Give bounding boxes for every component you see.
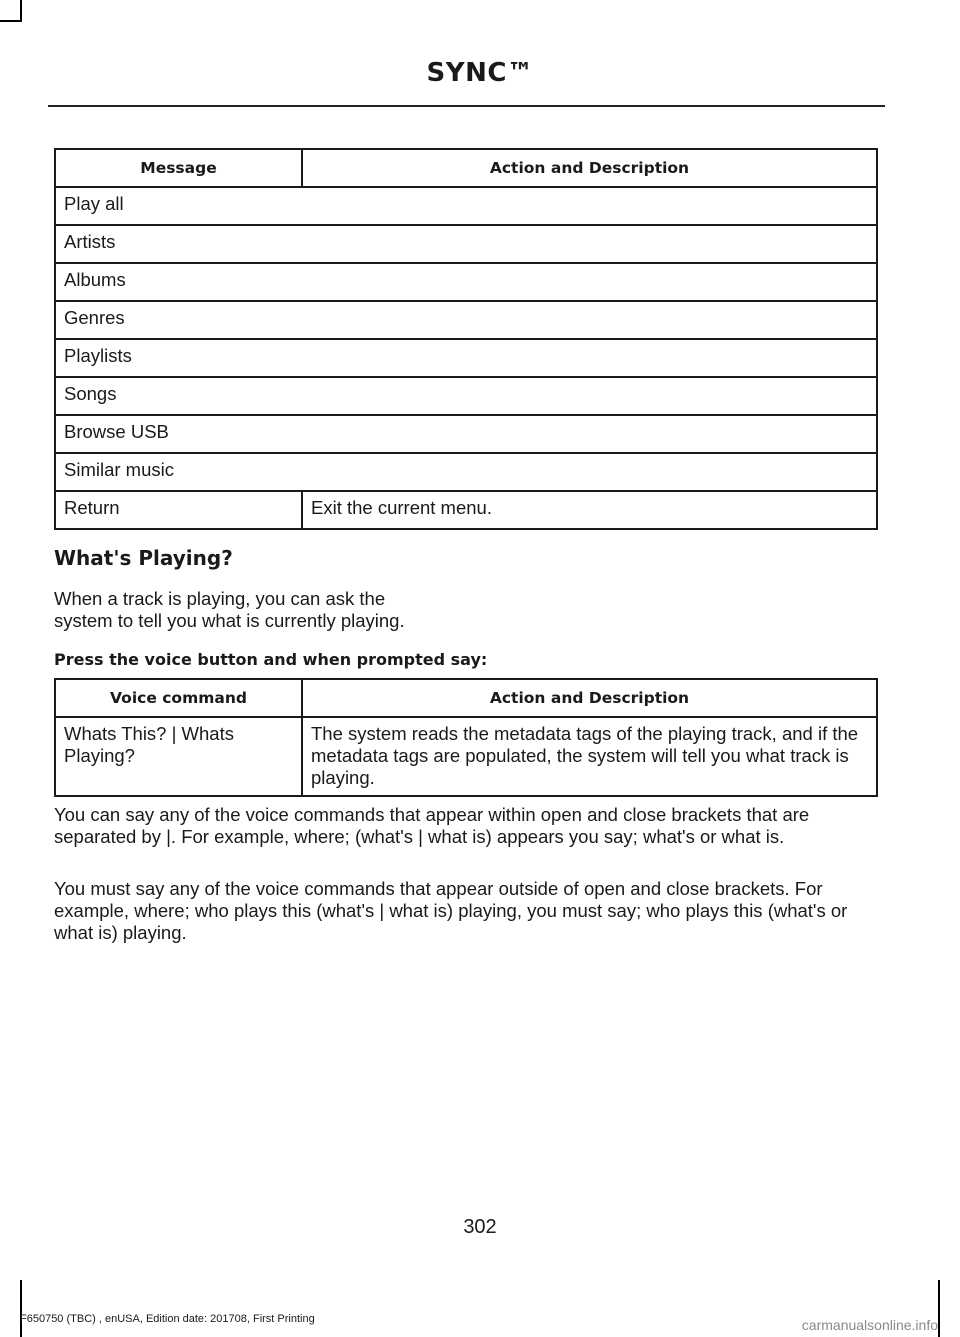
watermark: carmanualsonline.info [801, 1317, 938, 1333]
table-row [55, 717, 877, 796]
note-paragraph: You must say any of the voice commands that appear outside of open and close brackets. For example, where; who plays this (what's | what is) playing, you must say; who plays this (what's or what is) playing. [54, 878, 848, 943]
page-number: 302 [463, 1216, 497, 1238]
action-cell: The system reads the metadata tags of the playing track, and if the metadata tags are populated, the system will tell you what track is playing. [302, 717, 877, 796]
message-cell: Similar music [55, 453, 877, 491]
crop-mark [20, 1280, 22, 1337]
table-row [55, 187, 877, 225]
message-cell: Browse USB [55, 415, 877, 453]
table-row [55, 339, 877, 377]
message-cell: Play all [55, 187, 877, 225]
column-header-action: Action and Description [302, 149, 877, 187]
table-row [55, 415, 877, 453]
header-rule [48, 105, 885, 107]
column-header-voice-command: Voice command [55, 679, 302, 717]
intro-text [54, 588, 405, 632]
instruction-text: Press the voice button and when prompted say: [54, 650, 488, 669]
table-row [55, 377, 877, 415]
table-row [55, 225, 877, 263]
crop-mark [20, 0, 22, 22]
table-row [55, 263, 877, 301]
action-cell: Exit the current menu. [302, 491, 877, 529]
message-table [54, 148, 878, 530]
voice-command-cell: Whats This? | Whats Playing? [55, 717, 302, 796]
message-cell: Albums [55, 263, 877, 301]
crop-mark [938, 1280, 940, 1337]
intro-line: When a track is playing, you can ask the [54, 588, 386, 609]
crop-mark [0, 20, 22, 22]
message-cell: Artists [55, 225, 877, 263]
table-row [55, 453, 877, 491]
note-paragraph: You can say any of the voice commands that appear within open and close brackets that are separated by |. For example, where; (what's | what is) appears you say; what's or what is. [54, 804, 810, 847]
column-header-action: Action and Description [302, 679, 877, 717]
message-cell: Genres [55, 301, 877, 339]
voice-command-table [54, 678, 878, 797]
edition-info: F650750 (TBC) , enUSA, Edition date: 201708, First Printing [20, 1313, 315, 1325]
message-cell: Songs [55, 377, 877, 415]
message-cell: Playlists [55, 339, 877, 377]
page-header-title: SYNC™ [426, 58, 534, 88]
table-header-row [55, 149, 877, 187]
column-header-message: Message [55, 149, 302, 187]
message-cell: Return [55, 491, 302, 529]
section-title: What's Playing? [54, 546, 233, 570]
table-header-row [55, 679, 877, 717]
intro-line: system to tell you what is currently playing. [54, 610, 405, 631]
table-row [55, 491, 877, 529]
table-row [55, 301, 877, 339]
